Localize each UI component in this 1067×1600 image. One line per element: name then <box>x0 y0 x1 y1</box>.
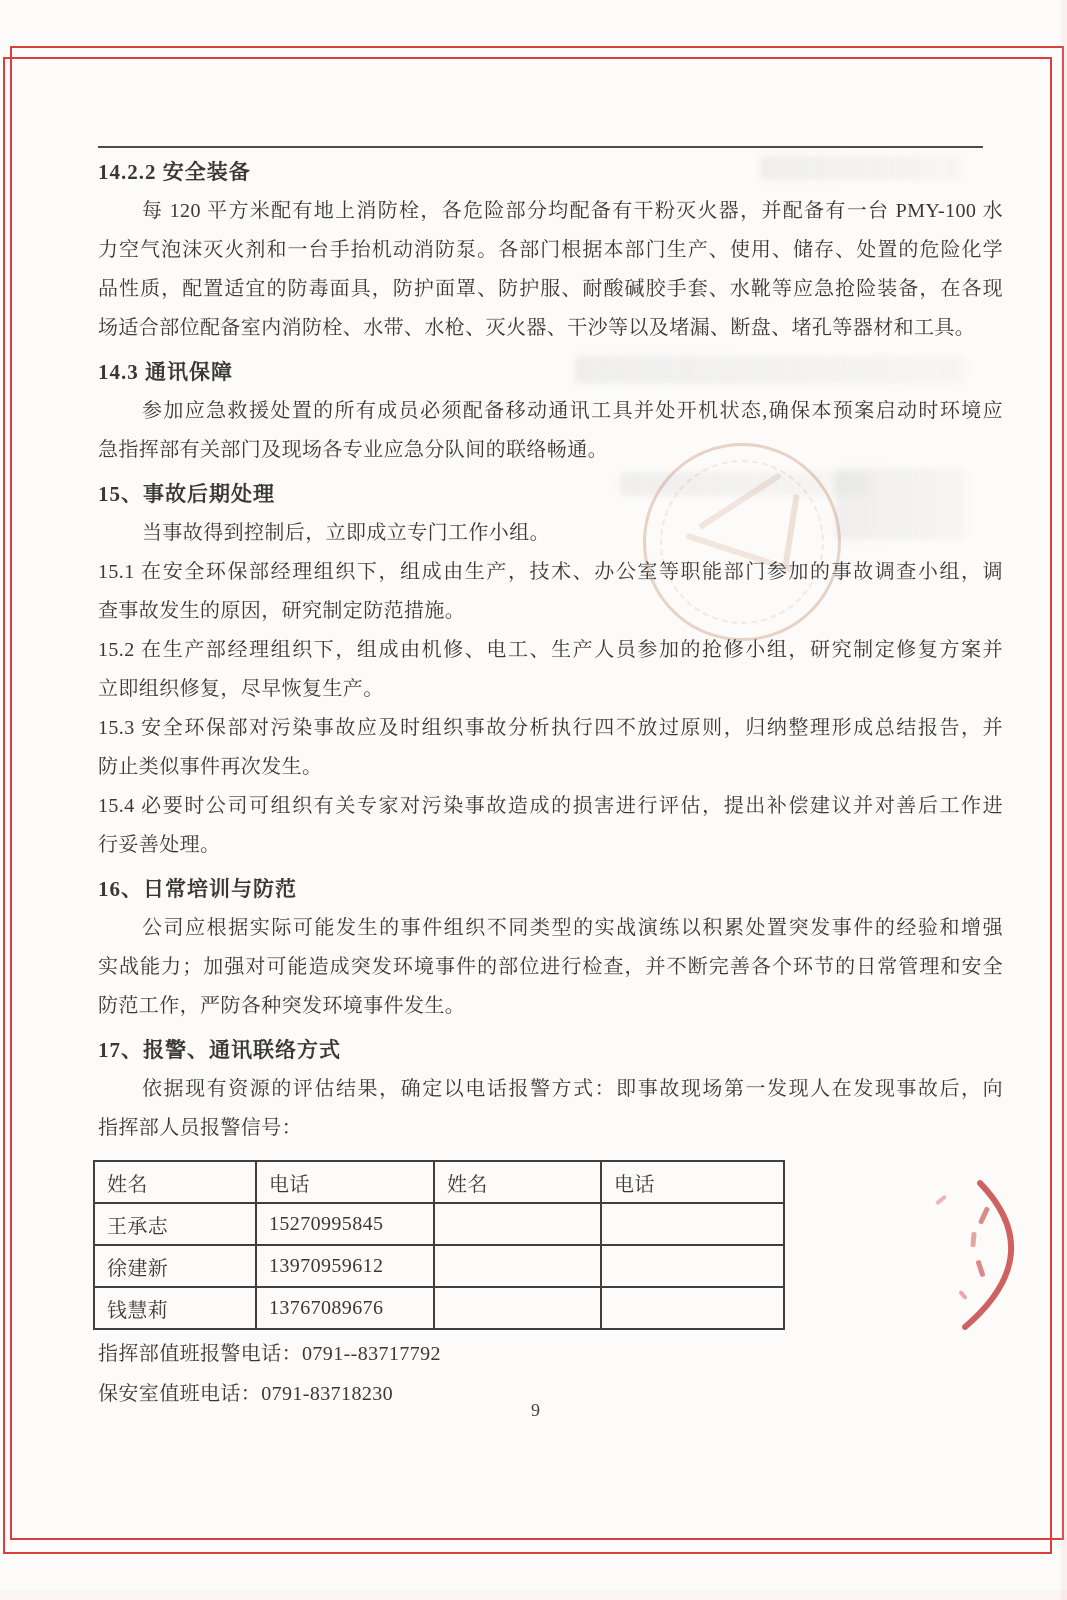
paragraph-line: 公司应根据实际可能发生的事件组织不同类型的实战演练以积累处置突发事件的经验和增强 <box>142 917 1003 939</box>
paragraph-line: 场适合部位配备室内消防栓、水带、水枪、灭火器、干沙等以及堵漏、断盘、堵孔等器材和工具。 <box>98 317 976 339</box>
table-header-cell: 电话 <box>601 1161 784 1203</box>
table-cell-name <box>434 1287 601 1329</box>
table-cell-name <box>434 1203 601 1245</box>
paragraph-line: 急指挥部有关部门及现场各专业应急分队间的联络畅通。 <box>98 439 608 461</box>
table-cell-phone: 13970959612 <box>256 1245 434 1287</box>
paragraph-line: 每 120 平方米配有地上消防栓，各危险部分均配备有干粉灭火器，并配备有一台 PMY-100 水 <box>142 200 1003 222</box>
section-heading-16: 16、日常培训与防范 <box>98 877 297 901</box>
paragraph-line: 指挥部人员报警信号： <box>98 1117 302 1139</box>
table-row <box>94 1287 784 1329</box>
paragraph-line: 防止类似事件再次发生。 <box>98 756 323 778</box>
paragraph-line: 依据现有资源的评估结果，确定以电话报警方式：即事故现场第一发现人在发现事故后，向 <box>142 1078 1003 1100</box>
section-heading-14-3: 14.3 通讯保障 <box>98 360 233 384</box>
table-cell-name <box>434 1245 601 1287</box>
scan-edge-tint-bottom <box>0 1590 1067 1600</box>
scan-edge-tint-right <box>1061 0 1067 1600</box>
header-rule <box>98 146 983 148</box>
table-row <box>94 1245 784 1287</box>
page-number: 9 <box>531 1400 540 1420</box>
paragraph-line: 查事故发生的原因，研究制定防范措施。 <box>98 600 466 622</box>
paragraph-line: 15.3 安全环保部对污染事故应及时组织事故分析执行四不放过原则，归纳整理形成总结报告，并 <box>98 717 1003 739</box>
table-header-cell: 姓名 <box>434 1161 601 1203</box>
table-header-cell: 姓名 <box>94 1161 256 1203</box>
duty-phone-line: 指挥部值班报警电话：0791--83717792 <box>98 1343 441 1365</box>
paragraph-line: 行妥善处理。 <box>98 834 221 856</box>
section-heading-17: 17、报警、通讯联络方式 <box>98 1038 341 1062</box>
paragraph-line: 力空气泡沫灭火剂和一台手抬机动消防泵。各部门根据本部门生产、使用、储存、处置的危险化学 <box>98 239 1003 261</box>
paragraph-line: 防范工作，严防各种突发环境事件发生。 <box>98 995 466 1017</box>
document-content <box>98 146 1003 1414</box>
paragraph-line: 15.4 必要时公司可组织有关专家对污染事故造成的损害进行评估，提出补偿建议并对善后工作进 <box>98 795 1003 817</box>
security-phone-line: 保安室值班电话：0791-83718230 <box>98 1383 394 1405</box>
table-row <box>94 1203 784 1245</box>
table-cell-name: 钱慧莉 <box>94 1287 256 1329</box>
table-cell-phone: 13767089676 <box>256 1287 434 1329</box>
contact-table <box>93 1160 785 1330</box>
paragraph-line: 15.1 在安全环保部经理组织下，组成由生产，技术、办公室等职能部门参加的事故调查小组，调 <box>98 561 1003 583</box>
table-header-row <box>94 1161 784 1203</box>
table-cell-phone: 15270995845 <box>256 1203 434 1245</box>
table-cell-name: 徐建新 <box>94 1245 256 1287</box>
paragraph-line: 立即组织修复，尽早恢复生产。 <box>98 678 384 700</box>
table-cell-phone <box>601 1245 784 1287</box>
paragraph-line: 当事故得到控制后，立即成立专门工作小组。 <box>142 522 550 544</box>
paragraph-line: 参加应急救援处置的所有成员必须配备移动通讯工具并处开机状态,确保本预案启动时环境应 <box>142 400 1003 422</box>
paragraph-line: 实战能力；加强对可能造成突发环境事件的部位进行检查，并不断完善各个环节的日常管理和安全 <box>98 956 1003 978</box>
table-cell-phone <box>601 1203 784 1245</box>
paragraph-line: 品性质，配置适宜的防毒面具，防护面罩、防护服、耐酸碱胶手套、水靴等应急抢险装备，在各现 <box>98 278 1003 300</box>
table-cell-phone <box>601 1287 784 1329</box>
section-heading-15: 15、事故后期处理 <box>98 482 275 506</box>
section-heading-14-2-2: 14.2.2 安全装备 <box>98 160 251 184</box>
table-cell-name: 王承志 <box>94 1203 256 1245</box>
paragraph-line: 15.2 在生产部经理组织下，组成由机修、电工、生产人员参加的抢修小组，研究制定修复方案并 <box>98 639 1003 661</box>
table-header-cell: 电话 <box>256 1161 434 1203</box>
